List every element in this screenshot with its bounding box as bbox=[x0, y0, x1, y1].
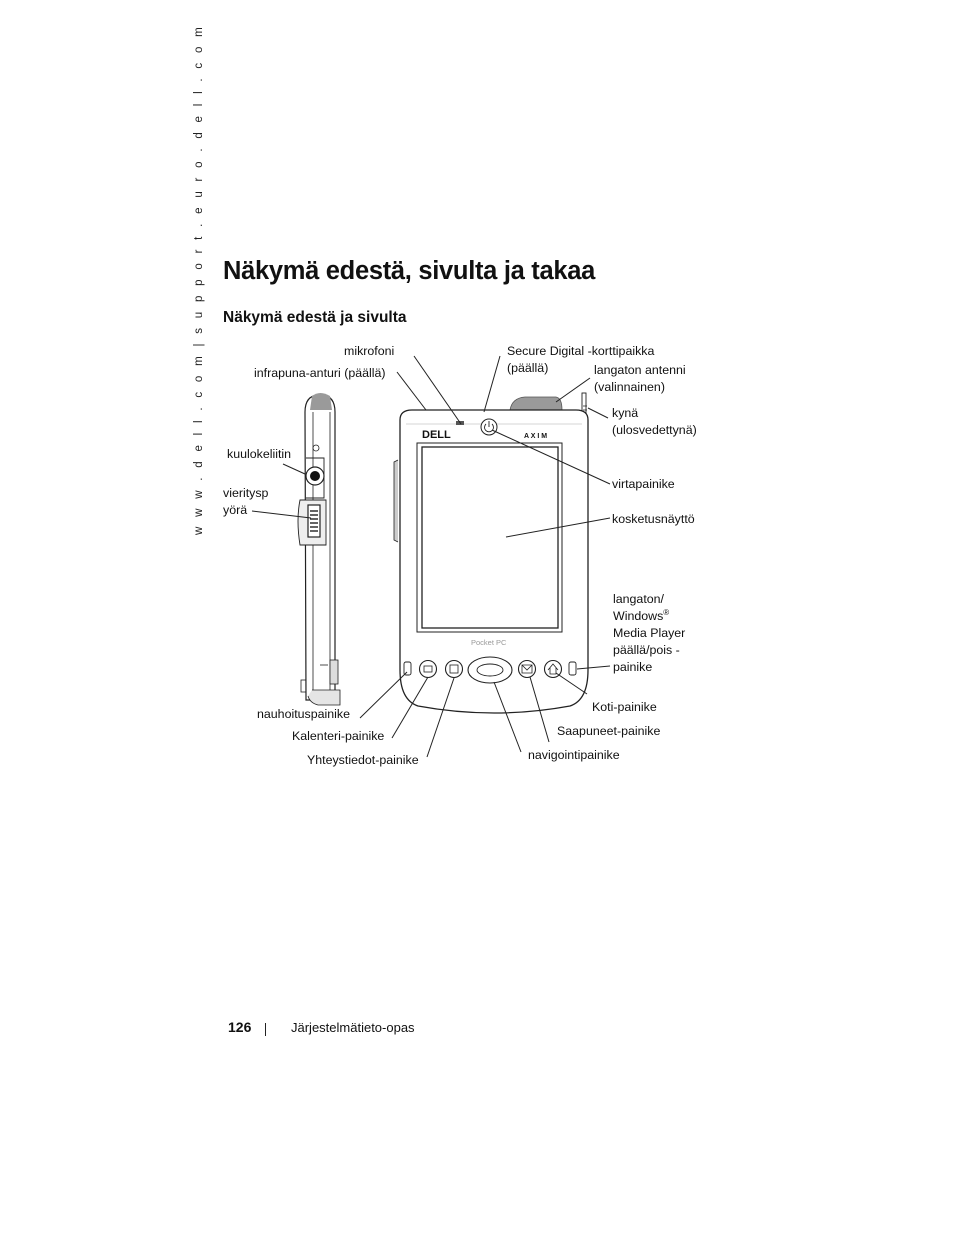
label-stylus-line2: (ulosvedettynä) bbox=[612, 423, 697, 437]
label-stylus-line1: kynä bbox=[612, 406, 639, 420]
label-wireless-line2: Windows bbox=[613, 609, 664, 623]
label-antenna bbox=[594, 362, 686, 396]
label-wireless-button bbox=[613, 591, 685, 676]
page-number: 126 bbox=[228, 1019, 252, 1035]
footer-divider bbox=[265, 1023, 266, 1036]
sidebar-url: w w w . d e l l . c o m | s u p p o r t . e u r o . d e l l . c o m bbox=[193, 23, 205, 535]
label-scroll-wheel-line2: yörä bbox=[223, 503, 248, 517]
label-record-button: nauhoituspainike bbox=[257, 707, 351, 721]
label-stylus bbox=[612, 405, 697, 439]
label-ir-sensor: infrapuna-anturi (päällä) bbox=[254, 366, 386, 380]
label-scroll-wheel bbox=[223, 485, 268, 519]
label-contacts-button: Yhteystiedot-painike bbox=[307, 753, 419, 767]
label-wireless-line3: Media Player bbox=[613, 626, 686, 640]
label-home-button: Koti-painike bbox=[592, 700, 657, 714]
label-microphone: mikrofoni bbox=[344, 344, 395, 358]
label-touchscreen: kosketusnäyttö bbox=[612, 512, 695, 526]
label-navigation-button: navigointipainike bbox=[528, 748, 620, 762]
label-wireless-line4: päällä/pois - bbox=[613, 643, 680, 657]
label-wireless-line5: painike bbox=[613, 660, 653, 674]
label-wireless-line1: langaton/ bbox=[613, 592, 664, 606]
label-inbox-button: Saapuneet-painike bbox=[557, 724, 661, 738]
device-brand: DELL bbox=[422, 429, 451, 441]
label-sd-slot-line2: (päällä) bbox=[507, 361, 549, 375]
label-antenna-line2: (valinnainen) bbox=[594, 380, 665, 394]
label-calendar-button: Kalenteri-painike bbox=[292, 729, 385, 743]
label-sd-slot-line1: Secure Digital -korttipaikka bbox=[507, 344, 655, 358]
section-title: Näkymä edestä ja sivulta bbox=[223, 309, 407, 326]
label-scroll-wheel-line1: vieritysp bbox=[223, 486, 269, 500]
front-view-device bbox=[394, 393, 588, 713]
screen-caption: Pocket PC bbox=[471, 638, 507, 647]
side-view-device bbox=[298, 393, 340, 705]
label-antenna-line1: langaton antenni bbox=[594, 363, 686, 377]
page-title: Näkymä edestä, sivulta ja takaa bbox=[223, 257, 596, 285]
label-headphone-jack: kuulokeliitin bbox=[227, 447, 292, 461]
device-model: A X I M bbox=[524, 433, 548, 440]
label-power-button: virtapainike bbox=[612, 477, 675, 491]
registered-mark: ® bbox=[663, 607, 670, 617]
footer-title: Järjestelmätieto-opas bbox=[291, 1020, 415, 1035]
